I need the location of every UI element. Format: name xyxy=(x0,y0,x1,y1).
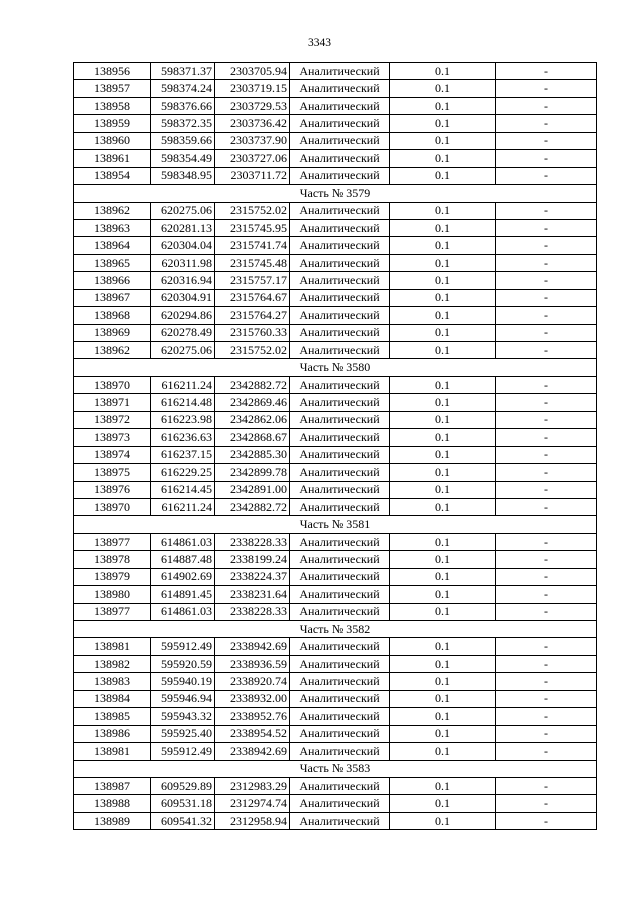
point-id-cell: 138983 xyxy=(74,673,151,690)
accuracy-cell: 0.1 xyxy=(390,167,496,184)
note-cell: - xyxy=(496,551,597,568)
method-cell: Аналитический xyxy=(290,167,390,184)
table-row xyxy=(74,429,597,446)
accuracy-cell: 0.1 xyxy=(390,708,496,725)
section-header-row xyxy=(74,516,597,533)
note-cell: - xyxy=(496,743,597,760)
accuracy-cell: 0.1 xyxy=(390,237,496,254)
y-coordinate-cell: 2342862.06 xyxy=(215,411,290,428)
y-coordinate-cell: 2342868.67 xyxy=(215,429,290,446)
method-cell: Аналитический xyxy=(290,464,390,481)
y-coordinate-cell: 2342882.72 xyxy=(215,498,290,515)
note-cell: - xyxy=(496,376,597,393)
x-coordinate-cell: 616237.15 xyxy=(151,446,215,463)
table-row xyxy=(74,655,597,672)
note-cell: - xyxy=(496,80,597,97)
point-id-cell: 138969 xyxy=(74,324,151,341)
table-row xyxy=(74,551,597,568)
table-row xyxy=(74,812,597,829)
accuracy-cell: 0.1 xyxy=(390,394,496,411)
method-cell: Аналитический xyxy=(290,219,390,236)
table-row xyxy=(74,446,597,463)
accuracy-cell: 0.1 xyxy=(390,115,496,132)
y-coordinate-cell: 2315741.74 xyxy=(215,237,290,254)
note-cell: - xyxy=(496,150,597,167)
point-id-cell: 138981 xyxy=(74,638,151,655)
x-coordinate-cell: 595912.49 xyxy=(151,638,215,655)
method-cell: Аналитический xyxy=(290,708,390,725)
x-coordinate-cell: 609541.32 xyxy=(151,812,215,829)
accuracy-cell: 0.1 xyxy=(390,429,496,446)
note-cell: - xyxy=(496,167,597,184)
table-row xyxy=(74,638,597,655)
accuracy-cell: 0.1 xyxy=(390,63,496,80)
table-row xyxy=(74,237,597,254)
accuracy-cell: 0.1 xyxy=(390,638,496,655)
point-id-cell: 138988 xyxy=(74,795,151,812)
accuracy-cell: 0.1 xyxy=(390,376,496,393)
x-coordinate-cell: 616214.45 xyxy=(151,481,215,498)
table-row xyxy=(74,167,597,184)
x-coordinate-cell: 598348.95 xyxy=(151,167,215,184)
point-id-cell: 138979 xyxy=(74,568,151,585)
point-id-cell: 138982 xyxy=(74,655,151,672)
x-coordinate-cell: 614861.03 xyxy=(151,603,215,620)
method-cell: Аналитический xyxy=(290,498,390,515)
method-cell: Аналитический xyxy=(290,272,390,289)
note-cell: - xyxy=(496,254,597,271)
x-coordinate-cell: 598376.66 xyxy=(151,97,215,114)
point-id-cell: 138954 xyxy=(74,167,151,184)
accuracy-cell: 0.1 xyxy=(390,725,496,742)
y-coordinate-cell: 2303736.42 xyxy=(215,115,290,132)
accuracy-cell: 0.1 xyxy=(390,411,496,428)
y-coordinate-cell: 2315745.95 xyxy=(215,219,290,236)
y-coordinate-cell: 2315764.67 xyxy=(215,289,290,306)
accuracy-cell: 0.1 xyxy=(390,324,496,341)
x-coordinate-cell: 620281.13 xyxy=(151,219,215,236)
point-id-cell: 138977 xyxy=(74,533,151,550)
x-coordinate-cell: 616236.63 xyxy=(151,429,215,446)
x-coordinate-cell: 620304.91 xyxy=(151,289,215,306)
section-header-row xyxy=(74,185,597,202)
x-coordinate-cell: 620275.06 xyxy=(151,342,215,359)
table-row xyxy=(74,464,597,481)
accuracy-cell: 0.1 xyxy=(390,777,496,794)
note-cell: - xyxy=(496,202,597,219)
table-row xyxy=(74,80,597,97)
x-coordinate-cell: 616223.98 xyxy=(151,411,215,428)
accuracy-cell: 0.1 xyxy=(390,272,496,289)
section-header-row xyxy=(74,621,597,638)
note-cell: - xyxy=(496,97,597,114)
note-cell: - xyxy=(496,586,597,603)
x-coordinate-cell: 620311.98 xyxy=(151,254,215,271)
note-cell: - xyxy=(496,446,597,463)
accuracy-cell: 0.1 xyxy=(390,80,496,97)
accuracy-cell: 0.1 xyxy=(390,795,496,812)
accuracy-cell: 0.1 xyxy=(390,464,496,481)
table-row xyxy=(74,586,597,603)
accuracy-cell: 0.1 xyxy=(390,289,496,306)
accuracy-cell: 0.1 xyxy=(390,498,496,515)
point-id-cell: 138964 xyxy=(74,237,151,254)
y-coordinate-cell: 2342899.78 xyxy=(215,464,290,481)
note-cell: - xyxy=(496,655,597,672)
point-id-cell: 138989 xyxy=(74,812,151,829)
accuracy-cell: 0.1 xyxy=(390,812,496,829)
point-id-cell: 138960 xyxy=(74,132,151,149)
note-cell: - xyxy=(496,795,597,812)
table-row xyxy=(74,115,597,132)
x-coordinate-cell: 614861.03 xyxy=(151,533,215,550)
x-coordinate-cell: 620304.04 xyxy=(151,237,215,254)
accuracy-cell: 0.1 xyxy=(390,202,496,219)
table-row xyxy=(74,272,597,289)
accuracy-cell: 0.1 xyxy=(390,219,496,236)
x-coordinate-cell: 609531.18 xyxy=(151,795,215,812)
y-coordinate-cell: 2303705.94 xyxy=(215,63,290,80)
y-coordinate-cell: 2342885.30 xyxy=(215,446,290,463)
point-id-cell: 138985 xyxy=(74,708,151,725)
method-cell: Аналитический xyxy=(290,254,390,271)
point-id-cell: 138970 xyxy=(74,498,151,515)
y-coordinate-cell: 2312974.74 xyxy=(215,795,290,812)
accuracy-cell: 0.1 xyxy=(390,342,496,359)
method-cell: Аналитический xyxy=(290,394,390,411)
x-coordinate-cell: 616211.24 xyxy=(151,498,215,515)
method-cell: Аналитический xyxy=(290,795,390,812)
y-coordinate-cell: 2338942.69 xyxy=(215,638,290,655)
accuracy-cell: 0.1 xyxy=(390,481,496,498)
point-id-cell: 138984 xyxy=(74,690,151,707)
note-cell: - xyxy=(496,708,597,725)
accuracy-cell: 0.1 xyxy=(390,551,496,568)
table-row xyxy=(74,150,597,167)
x-coordinate-cell: 614887.48 xyxy=(151,551,215,568)
coordinates-table-body xyxy=(74,63,597,830)
point-id-cell: 138974 xyxy=(74,446,151,463)
accuracy-cell: 0.1 xyxy=(390,446,496,463)
note-cell: - xyxy=(496,219,597,236)
y-coordinate-cell: 2338952.76 xyxy=(215,708,290,725)
point-id-cell: 138973 xyxy=(74,429,151,446)
note-cell: - xyxy=(496,411,597,428)
y-coordinate-cell: 2338942.69 xyxy=(215,743,290,760)
y-coordinate-cell: 2315760.33 xyxy=(215,324,290,341)
y-coordinate-cell: 2303729.53 xyxy=(215,97,290,114)
method-cell: Аналитический xyxy=(290,673,390,690)
y-coordinate-cell: 2338224.37 xyxy=(215,568,290,585)
y-coordinate-cell: 2338954.52 xyxy=(215,725,290,742)
section-title: Часть № 3581 xyxy=(74,516,597,533)
note-cell: - xyxy=(496,394,597,411)
table-row xyxy=(74,324,597,341)
note-cell: - xyxy=(496,777,597,794)
method-cell: Аналитический xyxy=(290,307,390,324)
method-cell: Аналитический xyxy=(290,97,390,114)
note-cell: - xyxy=(496,690,597,707)
method-cell: Аналитический xyxy=(290,603,390,620)
y-coordinate-cell: 2312983.29 xyxy=(215,777,290,794)
point-id-cell: 138976 xyxy=(74,481,151,498)
method-cell: Аналитический xyxy=(290,690,390,707)
section-title: Часть № 3580 xyxy=(74,359,597,376)
x-coordinate-cell: 620294.86 xyxy=(151,307,215,324)
accuracy-cell: 0.1 xyxy=(390,97,496,114)
x-coordinate-cell: 595940.19 xyxy=(151,673,215,690)
method-cell: Аналитический xyxy=(290,638,390,655)
accuracy-cell: 0.1 xyxy=(390,254,496,271)
y-coordinate-cell: 2312958.94 xyxy=(215,812,290,829)
x-coordinate-cell: 609529.89 xyxy=(151,777,215,794)
accuracy-cell: 0.1 xyxy=(390,568,496,585)
y-coordinate-cell: 2338228.33 xyxy=(215,603,290,620)
y-coordinate-cell: 2315764.27 xyxy=(215,307,290,324)
x-coordinate-cell: 598374.24 xyxy=(151,80,215,97)
note-cell: - xyxy=(496,307,597,324)
table-row xyxy=(74,708,597,725)
y-coordinate-cell: 2342891.00 xyxy=(215,481,290,498)
table-row xyxy=(74,481,597,498)
note-cell: - xyxy=(496,63,597,80)
y-coordinate-cell: 2303737.90 xyxy=(215,132,290,149)
point-id-cell: 138958 xyxy=(74,97,151,114)
note-cell: - xyxy=(496,132,597,149)
note-cell: - xyxy=(496,289,597,306)
x-coordinate-cell: 595943.32 xyxy=(151,708,215,725)
table-row xyxy=(74,97,597,114)
method-cell: Аналитический xyxy=(290,551,390,568)
y-coordinate-cell: 2338199.24 xyxy=(215,551,290,568)
x-coordinate-cell: 620316.94 xyxy=(151,272,215,289)
method-cell: Аналитический xyxy=(290,115,390,132)
accuracy-cell: 0.1 xyxy=(390,533,496,550)
x-coordinate-cell: 598359.66 xyxy=(151,132,215,149)
method-cell: Аналитический xyxy=(290,324,390,341)
table-row xyxy=(74,725,597,742)
x-coordinate-cell: 616211.24 xyxy=(151,376,215,393)
y-coordinate-cell: 2315757.17 xyxy=(215,272,290,289)
point-id-cell: 138971 xyxy=(74,394,151,411)
method-cell: Аналитический xyxy=(290,568,390,585)
table-row xyxy=(74,498,597,515)
note-cell: - xyxy=(496,481,597,498)
note-cell: - xyxy=(496,429,597,446)
note-cell: - xyxy=(496,812,597,829)
section-title: Часть № 3582 xyxy=(74,621,597,638)
section-title: Часть № 3583 xyxy=(74,760,597,777)
method-cell: Аналитический xyxy=(290,777,390,794)
point-id-cell: 138965 xyxy=(74,254,151,271)
point-id-cell: 138961 xyxy=(74,150,151,167)
note-cell: - xyxy=(496,603,597,620)
x-coordinate-cell: 614902.69 xyxy=(151,568,215,585)
point-id-cell: 138987 xyxy=(74,777,151,794)
point-id-cell: 138962 xyxy=(74,202,151,219)
table-row xyxy=(74,307,597,324)
note-cell: - xyxy=(496,464,597,481)
method-cell: Аналитический xyxy=(290,812,390,829)
method-cell: Аналитический xyxy=(290,481,390,498)
y-coordinate-cell: 2315745.48 xyxy=(215,254,290,271)
x-coordinate-cell: 616229.25 xyxy=(151,464,215,481)
x-coordinate-cell: 595946.94 xyxy=(151,690,215,707)
note-cell: - xyxy=(496,498,597,515)
table-row xyxy=(74,254,597,271)
point-id-cell: 138986 xyxy=(74,725,151,742)
point-id-cell: 138970 xyxy=(74,376,151,393)
point-id-cell: 138977 xyxy=(74,603,151,620)
x-coordinate-cell: 595925.40 xyxy=(151,725,215,742)
note-cell: - xyxy=(496,272,597,289)
x-coordinate-cell: 595912.49 xyxy=(151,743,215,760)
point-id-cell: 138978 xyxy=(74,551,151,568)
accuracy-cell: 0.1 xyxy=(390,743,496,760)
note-cell: - xyxy=(496,673,597,690)
point-id-cell: 138967 xyxy=(74,289,151,306)
point-id-cell: 138968 xyxy=(74,307,151,324)
accuracy-cell: 0.1 xyxy=(390,673,496,690)
table-row xyxy=(74,342,597,359)
note-cell: - xyxy=(496,324,597,341)
note-cell: - xyxy=(496,568,597,585)
y-coordinate-cell: 2315752.02 xyxy=(215,202,290,219)
x-coordinate-cell: 598371.37 xyxy=(151,63,215,80)
table-row xyxy=(74,219,597,236)
y-coordinate-cell: 2338231.64 xyxy=(215,586,290,603)
method-cell: Аналитический xyxy=(290,376,390,393)
accuracy-cell: 0.1 xyxy=(390,586,496,603)
y-coordinate-cell: 2315752.02 xyxy=(215,342,290,359)
method-cell: Аналитический xyxy=(290,342,390,359)
method-cell: Аналитический xyxy=(290,202,390,219)
note-cell: - xyxy=(496,533,597,550)
table-row xyxy=(74,690,597,707)
table-row xyxy=(74,63,597,80)
section-title: Часть № 3579 xyxy=(74,185,597,202)
y-coordinate-cell: 2303719.15 xyxy=(215,80,290,97)
point-id-cell: 138959 xyxy=(74,115,151,132)
point-id-cell: 138963 xyxy=(74,219,151,236)
coordinates-table xyxy=(73,62,597,830)
table-row xyxy=(74,394,597,411)
method-cell: Аналитический xyxy=(290,725,390,742)
table-row xyxy=(74,376,597,393)
table-row xyxy=(74,132,597,149)
x-coordinate-cell: 616214.48 xyxy=(151,394,215,411)
table-row xyxy=(74,289,597,306)
section-header-row xyxy=(74,760,597,777)
note-cell: - xyxy=(496,237,597,254)
table-row xyxy=(74,603,597,620)
y-coordinate-cell: 2338932.00 xyxy=(215,690,290,707)
x-coordinate-cell: 620275.06 xyxy=(151,202,215,219)
accuracy-cell: 0.1 xyxy=(390,690,496,707)
method-cell: Аналитический xyxy=(290,446,390,463)
method-cell: Аналитический xyxy=(290,289,390,306)
accuracy-cell: 0.1 xyxy=(390,132,496,149)
x-coordinate-cell: 598354.49 xyxy=(151,150,215,167)
method-cell: Аналитический xyxy=(290,533,390,550)
accuracy-cell: 0.1 xyxy=(390,655,496,672)
y-coordinate-cell: 2303711.72 xyxy=(215,167,290,184)
point-id-cell: 138957 xyxy=(74,80,151,97)
x-coordinate-cell: 595920.59 xyxy=(151,655,215,672)
table-row xyxy=(74,411,597,428)
table-row xyxy=(74,777,597,794)
page-number: 3343 xyxy=(308,37,331,49)
point-id-cell: 138962 xyxy=(74,342,151,359)
method-cell: Аналитический xyxy=(290,132,390,149)
method-cell: Аналитический xyxy=(290,743,390,760)
method-cell: Аналитический xyxy=(290,63,390,80)
y-coordinate-cell: 2338936.59 xyxy=(215,655,290,672)
table-row xyxy=(74,202,597,219)
table-row xyxy=(74,795,597,812)
method-cell: Аналитический xyxy=(290,429,390,446)
note-cell: - xyxy=(496,638,597,655)
method-cell: Аналитический xyxy=(290,237,390,254)
y-coordinate-cell: 2342882.72 xyxy=(215,376,290,393)
point-id-cell: 138972 xyxy=(74,411,151,428)
point-id-cell: 138981 xyxy=(74,743,151,760)
y-coordinate-cell: 2338920.74 xyxy=(215,673,290,690)
x-coordinate-cell: 620278.49 xyxy=(151,324,215,341)
method-cell: Аналитический xyxy=(290,411,390,428)
method-cell: Аналитический xyxy=(290,586,390,603)
method-cell: Аналитический xyxy=(290,150,390,167)
method-cell: Аналитический xyxy=(290,80,390,97)
table-row xyxy=(74,743,597,760)
section-header-row xyxy=(74,359,597,376)
point-id-cell: 138956 xyxy=(74,63,151,80)
accuracy-cell: 0.1 xyxy=(390,603,496,620)
x-coordinate-cell: 598372.35 xyxy=(151,115,215,132)
y-coordinate-cell: 2303727.06 xyxy=(215,150,290,167)
accuracy-cell: 0.1 xyxy=(390,307,496,324)
point-id-cell: 138980 xyxy=(74,586,151,603)
table-row xyxy=(74,673,597,690)
table-row xyxy=(74,568,597,585)
note-cell: - xyxy=(496,725,597,742)
x-coordinate-cell: 614891.45 xyxy=(151,586,215,603)
accuracy-cell: 0.1 xyxy=(390,150,496,167)
point-id-cell: 138966 xyxy=(74,272,151,289)
y-coordinate-cell: 2338228.33 xyxy=(215,533,290,550)
point-id-cell: 138975 xyxy=(74,464,151,481)
note-cell: - xyxy=(496,342,597,359)
method-cell: Аналитический xyxy=(290,655,390,672)
note-cell: - xyxy=(496,115,597,132)
y-coordinate-cell: 2342869.46 xyxy=(215,394,290,411)
table-row xyxy=(74,533,597,550)
